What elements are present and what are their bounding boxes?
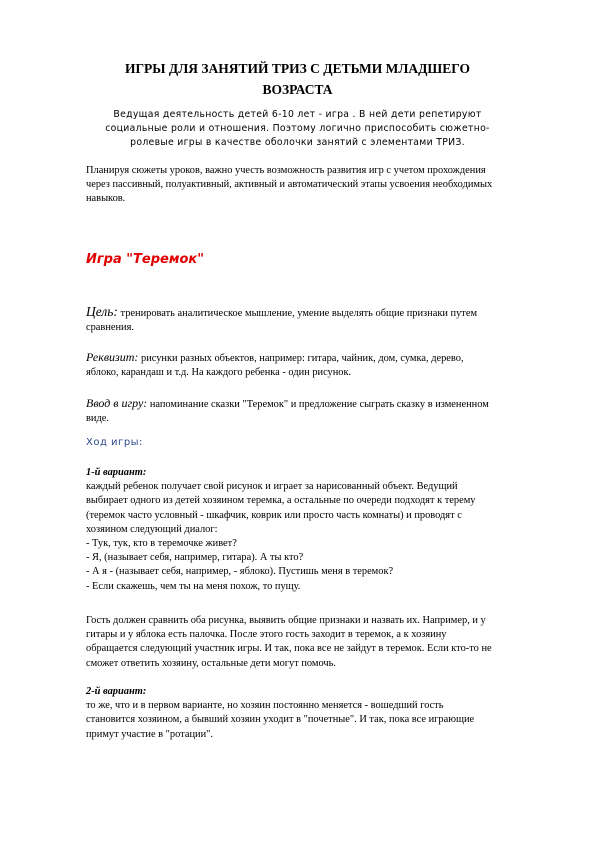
planning-line: через пассивный, полуактивный, активный и автоматический этапы усвоения необходимых [86, 179, 493, 191]
variant1-para2-line: обращается следующий участник игры. И так, пока все не зайдут в теремок. Если кто-то не [86, 643, 492, 655]
title-line: ВОЗРАСТА [262, 82, 333, 97]
variant1-line: - Я, (называет себя, например, гитара). А ты кто? [86, 552, 304, 564]
props-text: яблоко, карандаш и т.д. На каждого ребенка - один рисунок. [86, 367, 352, 379]
variant1-line: выбирает одного из детей хозяином теремка, а остальные по очереди подходят к терему [86, 495, 476, 507]
intro-game-text: виде. [86, 413, 109, 425]
variant2-label: 2-й вариант: [86, 686, 147, 697]
intro-game-label: Ввод в игру: [86, 396, 148, 410]
goal-label: Цель: [86, 304, 118, 319]
variant1-line: - Тук, тук, кто в теремочке живет? [86, 538, 237, 550]
variant2-section [86, 685, 556, 742]
variant2-line: примут участие в "ротации". [86, 728, 213, 740]
variant1-label: 1-й вариант: [86, 467, 147, 478]
page-title [60, 58, 535, 100]
props-paragraph [86, 350, 556, 380]
variant2-line: становится хозяином, а бывший хозяин уходит в "почетные". И так, пока все играющие [86, 714, 475, 726]
intro-game-paragraph [86, 396, 556, 426]
variant1-paragraph2 [86, 614, 556, 671]
planning-line: Планируя сюжеты уроков, важно учесть возможность развития игр с учетом прохождения [86, 165, 486, 176]
game-title: Игра "Теремок" [86, 252, 205, 267]
variant1-line: каждый ребенок получает свой рисунок и играет за нарисованный объект. Ведущий [86, 481, 458, 493]
intro-line: Ведущая деятельность детей 6-10 лет - игра . В ней дети репетируют [113, 109, 482, 120]
planning-paragraph [86, 164, 556, 207]
goal-text: тренировать аналитическое мышление, умение выделять общие признаки путем [120, 308, 478, 319]
goal-text: сравнения. [86, 322, 134, 334]
variant1-para2-line: Гость должен сравнить оба рисунка, выявить общие признаки и назвать их. Например, и у [86, 615, 486, 626]
planning-line: навыков. [86, 193, 126, 205]
variant1-line: (теремок часто условный - шкафчик, коврик или просто часть комнаты) и проводят с [86, 509, 462, 521]
variant1-line: - Если скажешь, чем ты на меня похож, то пущу. [86, 580, 301, 592]
intro-game-text: напоминание сказки "Теремок" и предложение сыграть сказку в измененном [149, 399, 489, 410]
intro-paragraph [100, 108, 495, 150]
course-label: Ход игры: [86, 437, 143, 448]
variant1-para2-line: сможет ответить хозяину, остальные дети могут помочь. [86, 657, 336, 669]
variant1-line: - А я - (называет себя, например, - яблоко). Пустишь меня в теремок? [86, 566, 394, 578]
goal-paragraph [86, 305, 556, 335]
variant1-para2-line: гитары и у яблока есть палочка. После этого гость заходит в теремок, а к хозяину [86, 629, 447, 641]
variant1-line: хозяином следующий диалог: [86, 523, 218, 535]
props-text: рисунки разных объектов, например: гитара, чайник, дом, сумка, дерево, [141, 353, 464, 364]
variant1-section [86, 466, 556, 594]
variant2-line: то же, что и в первом варианте, но хозяин постоянно меняется - вошедший гость [86, 700, 444, 712]
props-label: Реквизит: [86, 350, 139, 364]
intro-line: ролевые игры в качестве оболочки занятий с элементами ТРИЗ. [130, 137, 465, 148]
title-line: ИГРЫ ДЛЯ ЗАНЯТИЙ ТРИЗ С ДЕТЬМИ МЛАДШЕГО [124, 61, 471, 76]
intro-line: социальные роли и отношения. Поэтому логично приспособить сюжетно- [105, 123, 490, 134]
